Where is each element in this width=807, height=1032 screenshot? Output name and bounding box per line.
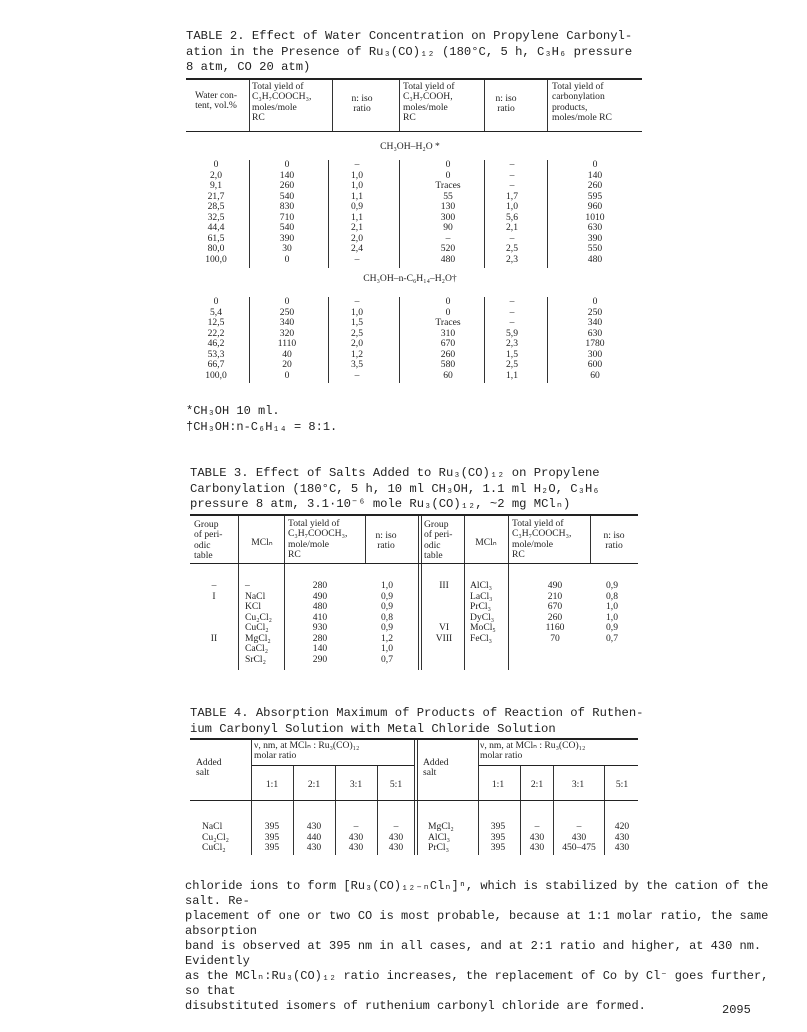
table4-left-r3: – 430 430 bbox=[348, 821, 364, 853]
table4-ratio-2-left: 2:1 bbox=[307, 779, 321, 790]
body-paragraph: chloride ions to form [Ru₃(CO)₁₂₋ₙClₙ]ⁿ, which is stabilized by the cation of the salt. Re- placement of one or two CO is most probable, because at 1:1 molar ratio, the same absorption band is observed at 395 nm in all cases, and at 2:1 ratio and higher, at 430 nm. Evidently as the MClₙ:Ru₃(CO)₁₂ ratio increases, the replacement of Co by Cl⁻ goes further, so that disubstituted isomers of ruthenium carbonyl chloride are formed. bbox=[185, 879, 769, 1013]
table4-header-nu-left: ν, nm, at MClₙ : Ru₃(CO)₁₂ molar ratio bbox=[254, 740, 360, 762]
table2-s1-ester: 0 140 260 540 830 710 540 390 30 0 bbox=[279, 159, 295, 265]
table2-s1-ratio1: – 1,0 1,0 1,1 0,9 1,1 2,1 2,0 2,4 – bbox=[351, 159, 363, 265]
table2-header-ester-yield: Total yield of C₃H₇COOCH₃, moles/mole RC bbox=[252, 81, 312, 123]
table4-left-r5: – 430 430 bbox=[388, 821, 404, 853]
table3-caption: TABLE 3. Effect of Salts Added to Ru₃(CO)₁₂ on Propylene Carbonylation (180°C, 5 h, 10 ml CH₃OH, 1.1 ml H₂O, C₃H₆ pressure 8 atm, 3.1·10⁻⁶ mole Ru₃(CO)₁₂, ~2 mg MClₙ) bbox=[190, 466, 600, 511]
table3-left-yield: 280 490 480 410 930 280 140 290 bbox=[312, 580, 328, 665]
table4-ratio-5-right: 5:1 bbox=[615, 779, 629, 790]
table2-header-water: Water con- tent, vol.% bbox=[194, 90, 238, 112]
table3-left-salt: – NaCl KCl Cu₂Cl₂ CuCl₂ MgCl₂ CaCl₂ SrCl₂ bbox=[245, 580, 272, 665]
table2-s1-ratio2: – – – 1,7 1,0 5,6 2,1 – 2,5 2,3 bbox=[506, 159, 518, 265]
table3-header-yield-left: Total yield of C₃H₇COOCH₃, mole/mole RC bbox=[288, 518, 348, 560]
table4-right-r5: 420 430 430 bbox=[614, 821, 630, 853]
table4-ratio-1-right: 1:1 bbox=[491, 779, 505, 790]
table2-s1-total: 0 140 260 595 960 1010 630 390 550 480 bbox=[585, 159, 605, 265]
table3-header-group-right: Group of peri- odic table bbox=[424, 519, 453, 561]
table4-ratio-1-left: 1:1 bbox=[265, 779, 279, 790]
table3-header-salt-left: MClₙ bbox=[251, 537, 273, 548]
table3-header-rule bbox=[190, 563, 638, 564]
table4-left-salt: NaCl Cu₂Cl₂ CuCl₂ bbox=[202, 821, 229, 853]
table2-s2-ratio1: – 1,0 1,5 2,5 2,0 1,2 3,5 – bbox=[351, 296, 363, 381]
table2-s1-water: 0 2,0 9,1 21,7 28,5 32,5 44,4 61,5 80,0 100,0 bbox=[205, 159, 227, 265]
table2-s2-acid: 0 0 Traces 310 670 260 580 60 bbox=[435, 296, 461, 381]
table4-right-r3: – 430 450–475 bbox=[562, 821, 596, 853]
table2-s2-ratio2: – – – 5,9 2,3 1,5 2,5 1,1 bbox=[506, 296, 518, 381]
table2-header-ratio1: n: iso ratio bbox=[351, 93, 373, 115]
table2-caption: TABLE 2. Effect of Water Concentration on Propylene Carbonyl- ation in the Presence of Ru₃(CO)₁₂ (180°C, 5 h, C₃H₆ pressure 8 atm, CO 20 atm) bbox=[186, 29, 633, 74]
table2-s2-water: 0 5,4 12,5 22,2 46,2 53,3 66,7 100,0 bbox=[205, 296, 227, 381]
table2-header-rule bbox=[186, 131, 642, 132]
table2-footnote-1: *CH₃OH 10 ml. bbox=[186, 404, 280, 418]
table4-caption: TABLE 4. Absorption Maximum of Products of Reaction of Ruthen- ium Carbonyl Solution with Metal Chloride Solution bbox=[190, 706, 644, 736]
table3-header-salt-right: MClₙ bbox=[475, 537, 497, 548]
table4-right-r1: 395 395 395 bbox=[490, 821, 506, 853]
table4-header-added-salt-left: Added salt bbox=[196, 757, 222, 779]
table4-left-r2: 430 440 430 bbox=[306, 821, 322, 853]
table4-header-rule bbox=[190, 800, 638, 801]
table3-header-yield-right: Total yield of C₃H₇COOCH₃, mole/mole RC bbox=[512, 518, 572, 560]
table2-s2-total: 0 250 340 630 1780 300 600 60 bbox=[585, 296, 605, 381]
table2-top-rule bbox=[186, 78, 642, 80]
table4-ratio-3-right: 3:1 bbox=[571, 779, 585, 790]
table2-footnote-2: †CH₃OH:n-C₆H₁₄ = 8:1. bbox=[186, 420, 338, 434]
table3-header-ratio-left: n: iso ratio bbox=[375, 530, 397, 552]
table3-right-group: III VI VIII bbox=[435, 580, 453, 644]
table2-s1-acid: 0 0 Traces 55 130 300 90 – 520 480 bbox=[435, 159, 461, 265]
table2-section2-label: CH₃OH–n-C₆H₁₄–H₂O† bbox=[363, 273, 457, 284]
table4-ratio-5-left: 5:1 bbox=[389, 779, 403, 790]
table4-left-r1: 395 395 395 bbox=[264, 821, 280, 853]
table3-right-ratio: 0,9 0,8 1,0 1,0 0,9 0,7 bbox=[606, 580, 618, 644]
table3-header-group-left: Group of peri- odic table bbox=[194, 519, 223, 561]
table3-right-salt: AlCl₃ LaCl₃ PrCl₃ DyCl₃ MoCl₅ FeCl₃ bbox=[470, 580, 496, 644]
table4-ratio-2-right: 2:1 bbox=[530, 779, 544, 790]
table4-ratio-3-left: 3:1 bbox=[349, 779, 363, 790]
page-number: 2095 bbox=[722, 1003, 751, 1017]
table3-header-ratio-right: n: iso ratio bbox=[603, 530, 625, 552]
table4-header-nu-right: ν, nm, at MClₙ : Ru₃(CO)₁₂ molar ratio bbox=[480, 740, 586, 762]
table3-left-ratio: 1,0 0,9 0,9 0,8 0,9 1,2 1,0 0,7 bbox=[381, 580, 393, 665]
table2-header-total-yield: Total yield of carbonylation products, moles/mole RC bbox=[552, 81, 612, 123]
table2-section1-label: CH₃OH–H₂O * bbox=[380, 141, 440, 152]
table3-right-yield: 490 210 670 260 1160 70 bbox=[545, 580, 565, 644]
table4-header-added-salt-right: Added salt bbox=[423, 757, 449, 779]
table3-top-rule bbox=[190, 514, 638, 516]
table4-right-r2: – 430 430 bbox=[529, 821, 545, 853]
table2-s2-ester: 0 250 340 320 1110 40 20 0 bbox=[277, 296, 297, 381]
table2-header-acid-yield: Total yield of C₃H₇COOH, moles/mole RC bbox=[403, 81, 455, 123]
table4-right-salt: MgCl₂ AlCl₃ PrCl₃ bbox=[428, 821, 454, 853]
table2-header-ratio2: n: iso ratio bbox=[495, 93, 517, 115]
table3-left-group: – I II bbox=[210, 580, 218, 644]
